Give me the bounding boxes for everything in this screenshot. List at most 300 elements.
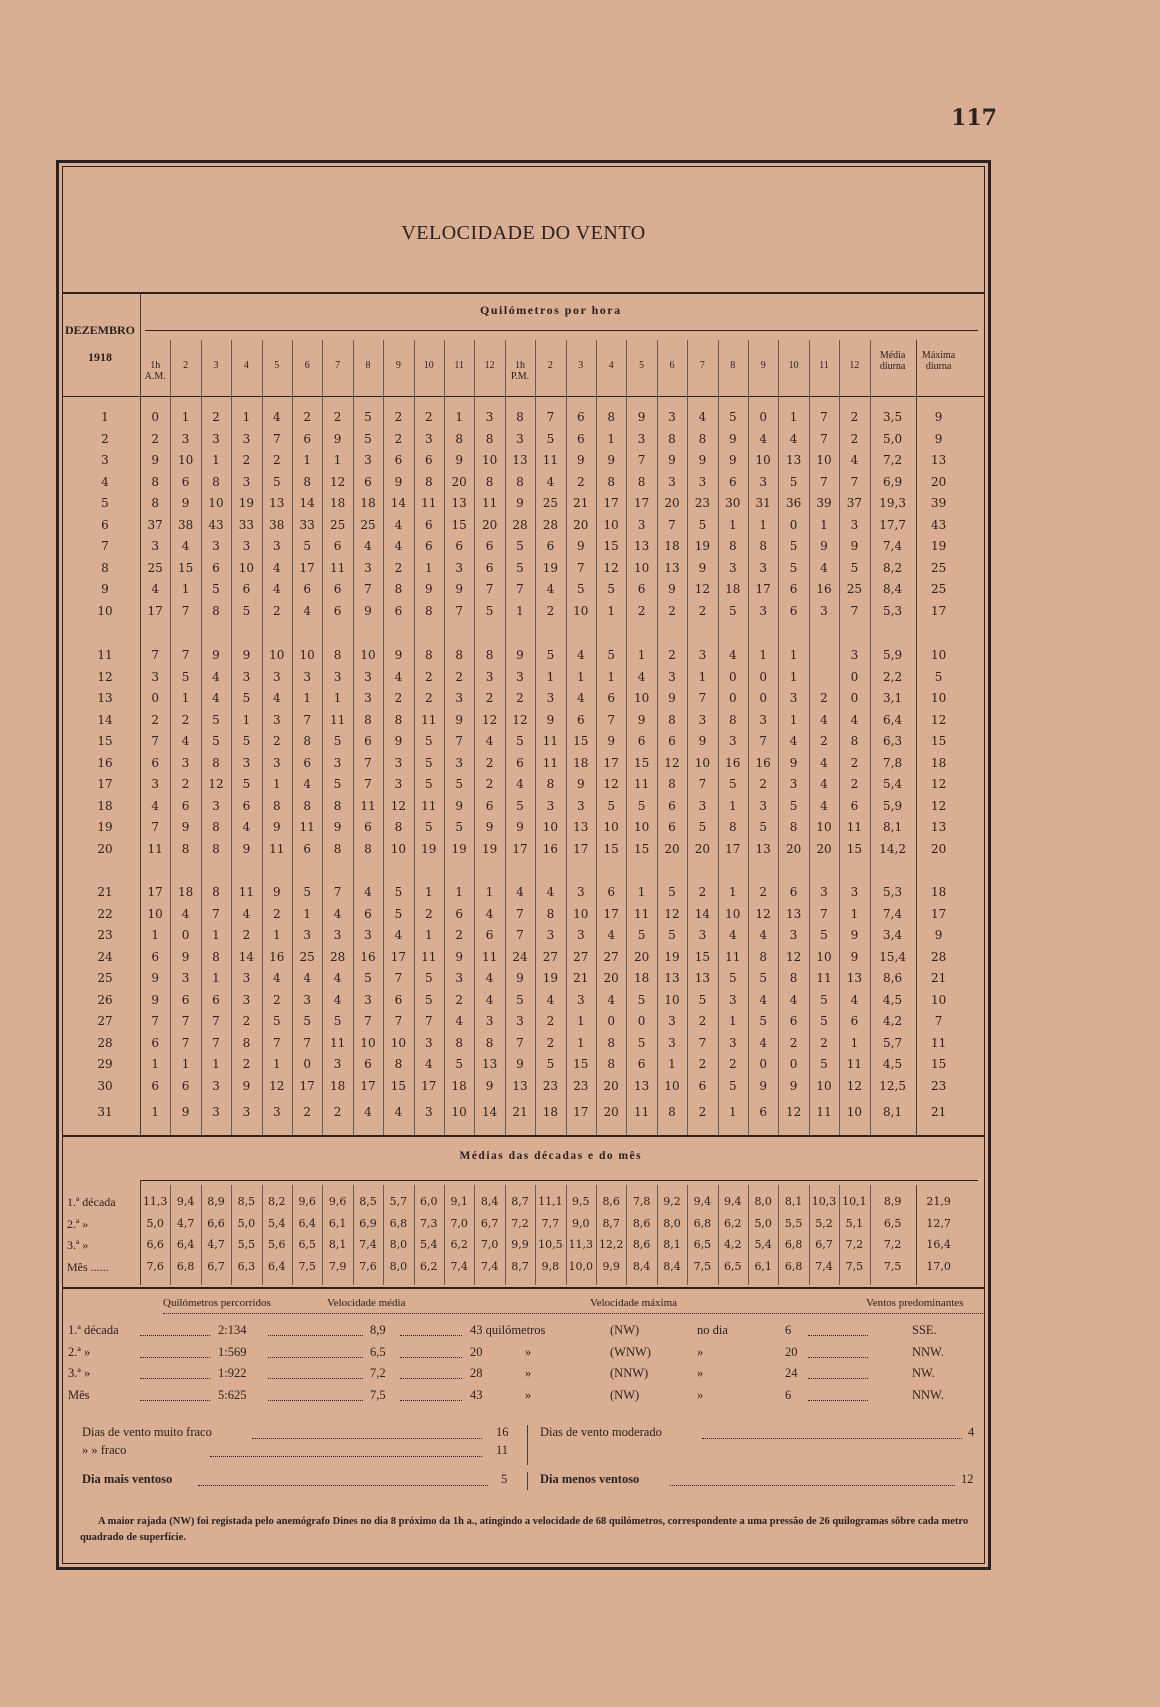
summary-mean: 6,5 [883,1216,902,1230]
hourly-value: 7 [516,928,524,942]
hourly-value: 1 [303,906,312,921]
summary-value: 11,1 [538,1195,563,1208]
summary-value: 8,0 [389,1259,408,1273]
hourly-value: 7 [181,1035,190,1050]
hourly-value: 3 [242,755,251,770]
summary-value: 6,6 [207,1216,225,1230]
hourly-value: 19 [694,539,711,553]
day-number: 17 [97,777,113,791]
hourly-value: 1 [576,669,585,684]
day-number: 8 [101,560,109,575]
hourly-value: 5 [212,712,220,727]
hourly-value: 5 [759,1014,768,1028]
hourly-value: 6 [333,603,342,618]
hourly-value: 8 [364,712,372,727]
hourly-value: 11 [725,949,741,964]
hourly-value: 3 [364,669,372,684]
hourly-value: 9 [272,820,281,834]
summary-value: 10,3 [811,1195,837,1208]
daily-mean: 2,2 [883,669,903,684]
hourly-value: 3 [576,885,585,899]
hourly-value: 6 [607,691,616,705]
day-number: 13 [97,691,113,705]
hourly-value: 2 [181,777,190,791]
daily-mean: 7,2 [883,453,903,467]
hourly-value: 43 [208,517,224,532]
daily-max: 43 [930,517,947,532]
summary-value: 5,7 [389,1195,408,1208]
hourly-value: 3 [668,1014,676,1028]
hourly-value: 10 [816,949,832,964]
hourly-value: 5 [455,820,464,834]
hourly-value: 6 [181,474,190,489]
summary-value: 8,6 [632,1216,651,1230]
summary-value: 9,0 [572,1216,590,1230]
hourly-value: 10 [177,453,194,467]
summary-value: 7,2 [511,1216,529,1230]
hourly-value: 20 [816,841,832,856]
hourly-value: 6 [394,453,403,467]
daily-mean: 6,4 [883,712,903,727]
hourly-value: 9 [516,648,524,662]
hourly-value: 10 [603,517,619,532]
hour-header: 5 [274,360,280,371]
summary-value: 5,4 [754,1238,772,1251]
summary-value: 6,2 [450,1238,468,1251]
footer-row-label: 3.ª » [68,1366,91,1380]
hourly-value: 5 [698,517,707,532]
hourly-value: 0 [850,691,859,705]
daily-max: 25 [930,582,947,596]
hourly-value: 2 [485,691,494,705]
hourly-value: 6 [181,992,190,1007]
hourly-value: 3 [637,517,646,532]
hourly-value: 12 [603,560,619,575]
hourly-value: 5 [516,734,524,748]
footer-row-direction: (NNW) [610,1366,649,1380]
hourly-value: 5 [546,648,555,662]
daily-max: 7 [934,1014,943,1028]
hourly-value: 11 [238,885,255,899]
hourly-value: 33 [238,517,255,532]
hourly-value: 23 [573,1078,589,1093]
rule-under-title [63,292,985,294]
hourly-value: 19 [664,949,680,964]
hourly-value: 11 [633,777,650,791]
hourly-value: 6 [181,798,190,813]
hourly-value: 6 [455,539,464,553]
hourly-value: 5 [728,410,737,424]
hourly-value: 9 [242,648,251,662]
hourly-value: 4 [728,648,737,662]
hourly-value: 6 [850,798,859,813]
hourly-value: 3 [698,798,707,813]
hourly-value: 9 [394,474,403,489]
footer-row-vento: NNW. [912,1344,944,1359]
hourly-value: 4 [820,712,828,727]
summary-value: 9,4 [176,1195,195,1208]
hourly-value: 28 [512,517,528,532]
hourly-value: 5 [242,691,251,705]
hourly-value: 9 [516,971,524,985]
hourly-value: 4 [424,1057,433,1071]
hourly-value: 5 [546,431,555,446]
menos-ventoso-value: 12 [961,1472,974,1486]
hourly-value: 9 [181,496,190,510]
summary-value: 10,5 [538,1238,563,1251]
hourly-value: 9 [668,582,676,596]
muito-fraco-value: 16 [496,1425,509,1439]
hourly-value: 1 [576,1014,585,1028]
hour-header: 9 [395,360,401,371]
hourly-value: 9 [789,1078,798,1093]
daily-max: 21 [930,971,947,985]
hourly-value: 1 [151,1057,160,1071]
hourly-value: 3 [759,560,768,575]
hourly-value: 18 [542,1105,559,1119]
hourly-value: 7 [637,453,646,467]
hourly-value: 4 [759,431,768,446]
summary-value: 5,4 [420,1238,438,1251]
hourly-value: 7 [820,431,828,446]
hourly-value: 2 [242,1057,251,1071]
hourly-value: 3 [424,1035,433,1050]
summary-value: 9,9 [602,1259,620,1273]
hourly-value: 20 [664,496,680,510]
hourly-value: 2 [485,777,494,791]
summary-value: 6,7 [815,1238,833,1251]
day-number: 7 [101,539,109,553]
hourly-value: 12 [390,798,407,813]
hourly-value: 3 [485,410,494,424]
hourly-value: 6 [728,474,737,489]
hourly-value: 7 [820,410,828,424]
footer-row-max-unit: » [525,1344,532,1359]
hourly-value: 11 [421,949,437,964]
daily-max: 9 [934,410,943,424]
hourly-value: 6 [455,906,464,921]
hourly-value: 4 [546,474,555,489]
daily-mean: 4,2 [883,1014,903,1028]
hourly-value: 3 [668,669,676,684]
hourly-value: 6 [576,712,585,727]
summary-value: 9,8 [541,1259,560,1273]
hourly-value: 8 [546,906,555,921]
hourly-value: 8 [607,1057,616,1071]
footer-row-max-unit: » [525,1366,532,1380]
hourly-value: 7 [850,603,859,618]
hourly-value: 7 [668,517,676,532]
hourly-value: 4 [485,734,494,748]
hourly-value: 6 [576,410,585,424]
hourly-value: 0 [759,669,768,684]
hourly-value: 2 [455,992,464,1007]
summary-value: 8,7 [511,1259,529,1273]
hourly-value: 3 [637,431,646,446]
daily-mean: 5,3 [883,603,903,618]
hourly-value: 7 [759,734,768,748]
hourly-value: 8 [668,431,676,446]
footer-row-media: 8,9 [370,1323,386,1337]
day-number: 12 [97,669,113,684]
hourly-value: 11 [542,734,559,748]
hourly-value: 7 [394,1014,403,1028]
summary-value: 5,5 [784,1216,803,1230]
summary-value: 6,8 [176,1259,195,1273]
hourly-value: 7 [364,582,372,596]
hourly-value: 6 [789,885,798,899]
summary-value: 4,7 [207,1238,225,1251]
hourly-value: 12 [664,755,680,770]
hourly-value: 6 [364,1057,372,1071]
hourly-value: 4 [789,431,798,446]
day-number: 11 [97,648,113,662]
summary-mean: 7,2 [883,1238,902,1251]
hourly-value: 2 [151,431,160,446]
hourly-value: 4 [333,992,342,1007]
hourly-value: 9 [485,820,494,834]
summary-value: 7,9 [328,1259,347,1273]
hourly-value: 2 [394,560,403,575]
hourly-value: 6 [364,474,372,489]
hour-header: 8 [365,360,371,371]
hourly-value: 2 [394,410,403,424]
hourly-value: 2 [546,1035,555,1050]
hourly-value: 33 [299,517,315,532]
hourly-value: 6 [485,539,494,553]
mais-ventoso-value: 5 [501,1472,508,1486]
hourly-value: 11 [329,560,346,575]
hourly-value: 9 [576,539,585,553]
hourly-value: 11 [360,798,376,813]
hourly-value: 3 [759,474,768,489]
hourly-value: 0 [789,1057,798,1071]
hourly-value: 4 [394,1105,403,1119]
hourly-value: 1 [789,712,798,727]
day-number: 25 [97,971,113,985]
hourly-value: 11 [633,1105,650,1119]
summary-value: 8,1 [328,1238,347,1251]
hourly-value: 9 [151,971,160,985]
hourly-value: 6 [607,885,616,899]
daily-max: 12 [930,777,947,791]
summary-value: 6,7 [207,1259,225,1273]
summary-max: 21,9 [926,1195,951,1208]
hourly-value: 9 [850,949,859,964]
hourly-value: 5 [789,474,798,489]
hourly-value: 8 [424,648,433,662]
daily-max: 20 [930,841,947,856]
hourly-value: 4 [516,885,524,899]
hourly-value: 1 [212,928,220,942]
hourly-value: 6 [364,906,372,921]
hourly-value: 7 [303,1035,312,1050]
hourly-value: 6 [668,820,676,834]
footer-row-day: 24 [785,1366,798,1380]
summary-value: 6,8 [693,1216,712,1230]
daily-max: 19 [930,539,947,553]
hourly-value: 7 [181,648,190,662]
hourly-value: 13 [755,841,771,856]
hourly-value: 4 [607,992,616,1007]
summary-value: 6,1 [754,1259,772,1273]
hourly-value: 21 [573,971,589,985]
month-label: DEZEMBRO [64,323,135,337]
hourly-value: 8 [850,734,859,748]
hourly-value: 19 [451,841,467,856]
summary-value: 9,1 [450,1195,468,1208]
hourly-value: 15 [177,560,194,575]
hourly-value: 12 [208,777,224,791]
hourly-value: 12 [846,1078,863,1093]
hourly-value: 8 [303,798,312,813]
daily-max: 21 [930,1105,947,1119]
hourly-value: 2 [850,755,859,770]
hourly-value: 8 [485,474,494,489]
footer-row-leader [808,1400,868,1401]
hourly-value: 5 [424,777,433,791]
hourly-value: 4 [242,906,251,921]
footer-row-leader [808,1335,868,1336]
hourly-value: 9 [212,648,220,662]
hourly-value: 3 [516,669,524,684]
hourly-value: 1 [607,603,616,618]
hourly-value: 9 [394,648,403,662]
summary-value: 7,7 [541,1216,560,1230]
day-number: 3 [101,453,109,467]
hourly-value: 10 [633,820,650,834]
footer-row-media: 7,2 [370,1366,386,1380]
summary-value: 9,5 [572,1195,590,1208]
hourly-value: 6 [333,582,342,596]
hourly-value: 9 [424,582,433,596]
hourly-value: 7 [212,1035,220,1050]
hourly-value: 2 [272,453,281,467]
summary-value: 7,6 [359,1259,377,1273]
footer-row-day: 20 [785,1344,798,1359]
hourly-value: 2 [242,1014,251,1028]
hourly-value: 4 [364,539,372,553]
hourly-value: 4 [333,971,342,985]
daily-mean: 14,2 [879,841,906,856]
daily-mean: 15,4 [879,949,906,964]
hourly-value: 6 [242,798,251,813]
footer-row-leader [268,1335,363,1336]
summary-value: 9,4 [693,1195,712,1208]
hourly-value: 20 [633,949,650,964]
footer-row-max-unit: » [525,1387,532,1402]
hourly-value: 3 [455,755,464,770]
hourly-value: 1 [637,648,646,662]
hourly-value: 7 [516,1035,524,1050]
hourly-value: 6 [303,431,312,446]
hourly-value: 9 [181,820,190,834]
daily-max: 13 [930,820,947,834]
hourly-value: 9 [698,734,707,748]
hourly-value: 3 [546,928,555,942]
hourly-value: 9 [455,712,464,727]
summary-mean: 8,9 [883,1195,902,1208]
hourly-value: 5 [546,1057,555,1071]
hourly-value: 2 [424,906,433,921]
hourly-value: 13 [481,1057,498,1071]
hourly-value: 19 [542,560,559,575]
hourly-value: 13 [573,820,589,834]
hourly-value: 3 [576,992,585,1007]
day-number: 6 [101,517,109,532]
footer-divider-2 [527,1472,528,1490]
hourly-value: 2 [181,712,190,727]
hour-header: 12 [849,360,860,371]
hourly-value: 2 [394,691,403,705]
day-number: 5 [101,496,109,510]
summary-value: 8,4 [663,1259,681,1273]
hourly-value: 7 [850,474,859,489]
hourly-value: 12 [694,582,711,596]
hourly-value: 5 [607,798,616,813]
hourly-value: 1 [424,928,433,942]
hourly-value: 2 [698,603,707,618]
hourly-value: 3 [364,691,372,705]
hourly-value: 4 [303,777,312,791]
hourly-value: 11 [846,1057,863,1071]
hourly-value: 1 [333,691,342,705]
hourly-value: 10 [846,1105,863,1119]
hourly-value: 9 [181,949,190,964]
hourly-value: 4 [637,669,646,684]
hourly-value: 5 [242,603,251,618]
hourly-value: 8 [212,755,220,770]
hourly-value: 1 [728,1014,737,1028]
hourly-value: 3 [181,431,190,446]
hourly-value: 4 [576,691,585,705]
hourly-value: 7 [698,1035,707,1050]
summary-value: 5,1 [845,1216,864,1230]
hourly-value: 1 [607,431,616,446]
hourly-value: 3 [789,928,798,942]
daily-max: 9 [934,928,943,942]
hourly-value: 2 [698,885,707,899]
hourly-value: 18 [177,885,194,899]
hourly-value: 3 [820,603,828,618]
moderado-label: Dias de vento moderado [540,1425,662,1439]
year-label: 1918 [88,350,112,364]
hourly-value: 30 [725,496,741,510]
hourly-value: 7 [546,410,555,424]
hourly-value: 13 [633,1078,650,1093]
hourly-value: 0 [303,1057,312,1071]
hourly-value: 6 [181,1078,190,1093]
daily-mean: 7,8 [883,755,903,770]
footer-row-leader [400,1400,462,1401]
hourly-value: 2 [485,755,494,770]
hourly-value: 17 [299,1078,315,1093]
hourly-value: 2 [242,928,251,942]
summary-value: 5,6 [268,1238,286,1251]
hourly-value: 4 [820,798,828,813]
day-number: 29 [97,1057,113,1071]
summary-value: 8,0 [389,1238,408,1251]
footer-row-direction: (WNW) [610,1344,651,1359]
hourly-value: 15 [694,949,711,964]
hour-header: 6 [669,360,675,371]
daily-max: 12 [930,798,947,813]
hourly-value: 15 [390,1078,407,1093]
daily-max: 11 [930,1035,947,1050]
hourly-value: 20 [573,517,589,532]
footer-row-day: 6 [785,1323,792,1337]
summary-value: 11,3 [142,1195,168,1208]
